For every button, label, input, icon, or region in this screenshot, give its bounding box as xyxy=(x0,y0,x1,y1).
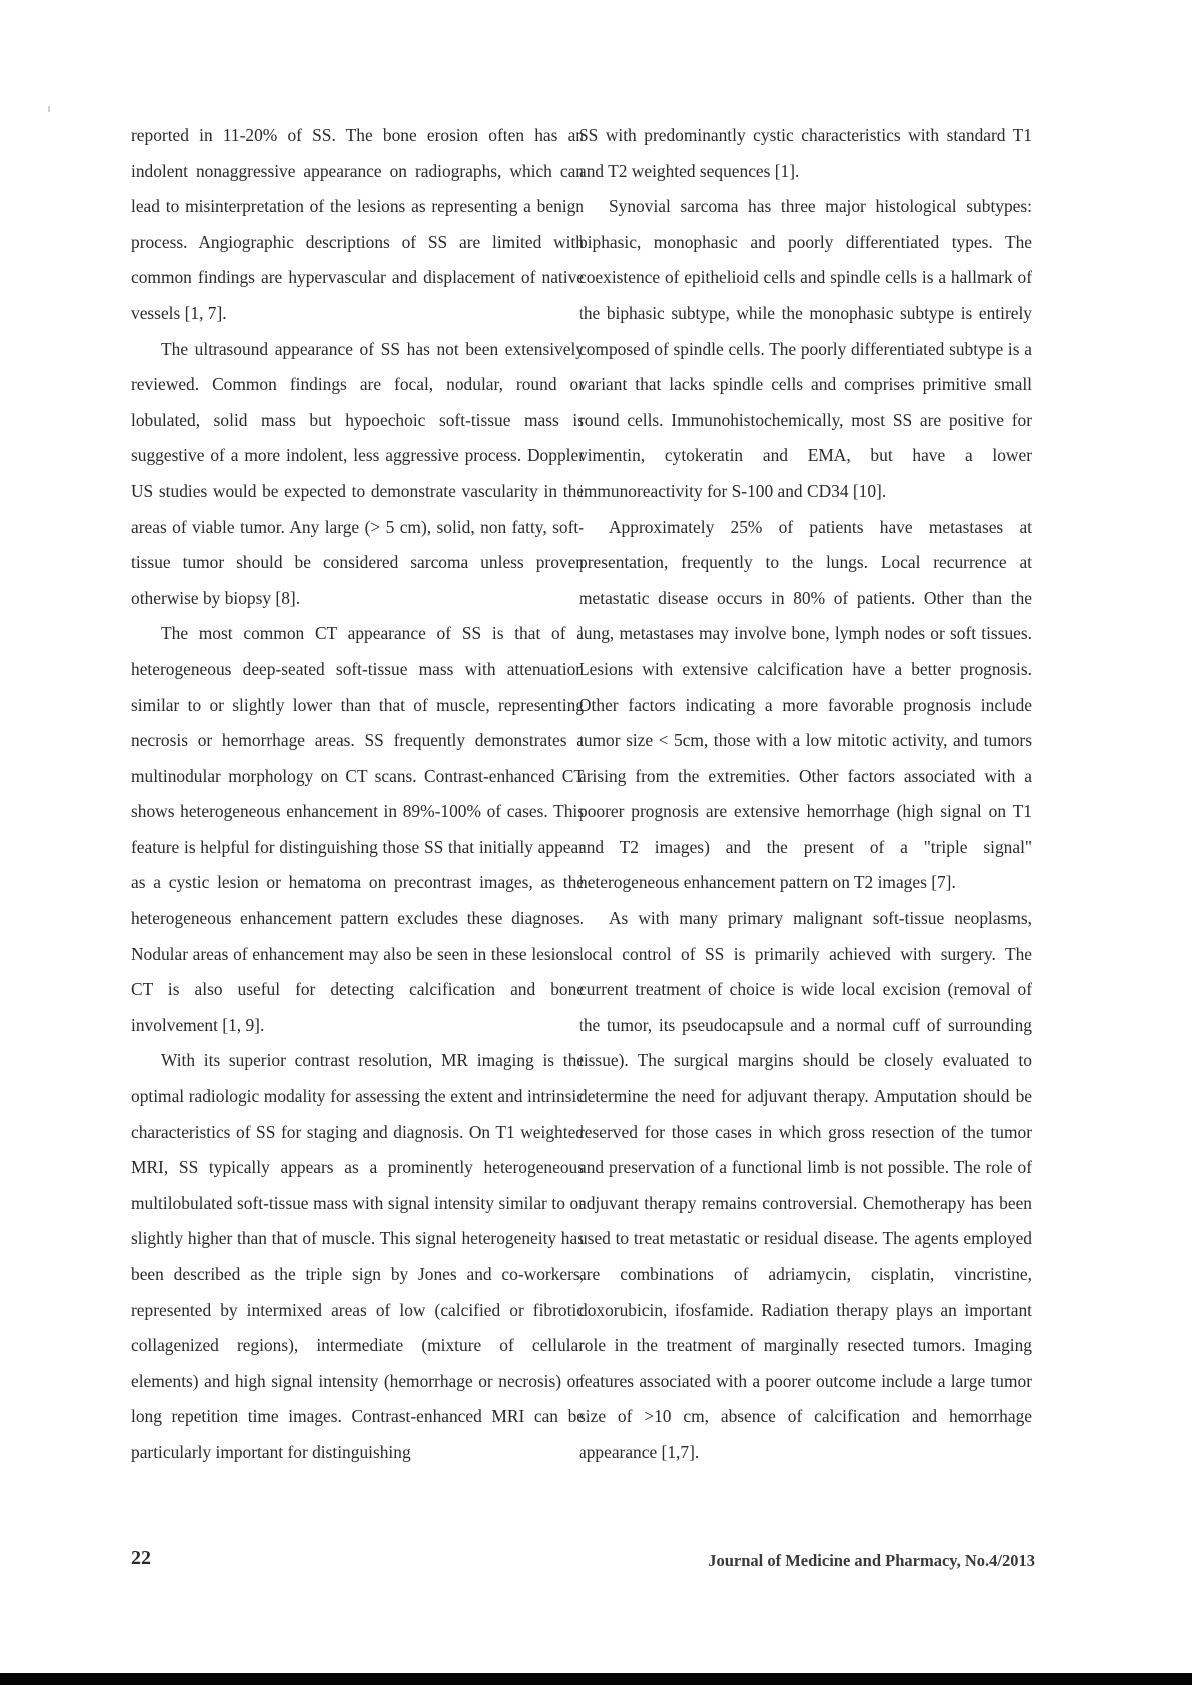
scan-mark xyxy=(48,106,50,112)
paragraph-ultrasound: The ultrasound appearance of SS has not been extensively reviewed. Common findings are focal, nodular, round or lobulated, solid mass but hypoechoic soft-tissue mass is suggestive of a more indolent, less aggressive process. Doppler US studies would be expected to demonstrate vascularity in the areas of viable tumor. Any large (> 5 cm), solid, non fatty, soft-tissue tumor should be considered sarcoma unless proven otherwise by biopsy [8]. xyxy=(131,338,584,608)
paragraph-treatment: As with many primary malignant soft-tissue neoplasms, local control of SS is primarily achieved with surgery. The current treatment of choice is wide local excision (removal of the tumor, its pseudocapsule and a normal cuff of surrounding tissue). The surgical margins should be closely evaluated to determine the need for adjuvant therapy. Amputation should be reserved for those cases in which gross resection of the tumor and preservation of a functional limb is not possible. The role of adjuvant therapy remains controversial. Chemotherapy has been used to treat metastatic or residual disease. The agents employed are combinations of adriamycin, cisplatin, vincristine, doxorubicin, ifosfamide. Radiation therapy plays an important role in the treatment of marginally resected tumors. Imaging features associated with a poorer outcome include a large tumor size of >10 cm, absence of calcification and hemorrhage appearance [1,7]. xyxy=(579,908,1032,1462)
page-number: 22 xyxy=(131,1547,151,1569)
scan-bottom-border xyxy=(0,1673,1192,1685)
paragraph-histological-subtypes: Synovial sarcoma has three major histological subtypes: biphasic, monophasic and poorly differentiated types. The coexistence of epithelioid cells and spindle cells is a hallmark of the biphasic subtype, while the monophasic subtype is entirely composed of spindle cells. The poorly differentiated subtype is a variant that lacks spindle cells and comprises primitive small round cells. Immunohistochemically, most SS are positive for vimentin, cytokeratin and EMA, but have a lower immunoreactivity for S-100 and CD34 [10]. xyxy=(579,196,1032,501)
left-column xyxy=(131,118,584,1471)
paragraph-ct-appearance: The most common CT appearance of SS is that of a heterogeneous deep-seated soft-tissue mass with attenuation similar to or slightly lower than that of muscle, representing necrosis or hemorrhage areas. SS frequently demonstrates a multinodular morphology on CT scans. Contrast-enhanced CT shows heterogeneous enhancement in 89%-100% of cases. This feature is helpful for distinguishing those SS that initially appear as a cystic lesion or hematoma on precontrast images, as the heterogeneous enhancement pattern excludes these diagnoses. Nodular areas of enhancement may also be seen in these lesions. CT is also useful for detecting calcification and bone involvement [1, 9]. xyxy=(131,623,584,1035)
paragraph-cystic-characteristics: SS with predominantly cystic characteristics with standard T1 and T2 weighted sequences [1]. xyxy=(579,125,1032,181)
journal-citation: Journal of Medicine and Pharmacy, No.4/2013 xyxy=(708,1551,1035,1570)
paragraph-metastases: Approximately 25% of patients have metastases at presentation, frequently to the lungs. Local recurrence at metastatic disease occurs in 80% of patients. Other than the lung, metastases may involve bone, lymph nodes or soft tissues. Lesions with extensive calcification have a better prognosis. Other factors indicating a more favorable prognosis include tumor size < 5cm, those with a low mitotic activity, and tumors arising from the extremities. Other factors associated with a poorer prognosis are extensive hemorrhage (high signal on T1 and T2 images) and the present of a "triple signal" heterogeneous enhancement pattern on T2 images [7]. xyxy=(579,516,1032,893)
paragraph-bone-erosion: reported in 11-20% of SS. The bone erosion often has an indolent nonaggressive appearance on radiographs, which can lead to misinterpretation of the lesions as representing a benign process. Angiographic descriptions of SS are limited with common findings are hypervascular and displacement of native vessels [1, 7]. xyxy=(131,125,584,323)
right-column xyxy=(579,118,1032,1471)
paragraph-mr-imaging: With its superior contrast resolution, MR imaging is the optimal radiologic modality for assessing the extent and intrinsic characteristics of SS for staging and diagnosis. On T1 weighted MRI, SS typically appears as a prominently heterogeneous multilobulated soft-tissue mass with signal intensity similar to or slightly higher than that of muscle. This signal heterogeneity has been described as the triple sign by Jones and co-workers, represented by intermixed areas of low (calcified or fibrotic collagenized regions), intermediate (mixture of cellular elements) and high signal intensity (hemorrhage or necrosis) on long repetition time images. Contrast-enhanced MRI can be particularly important for distinguishing xyxy=(131,1050,584,1462)
